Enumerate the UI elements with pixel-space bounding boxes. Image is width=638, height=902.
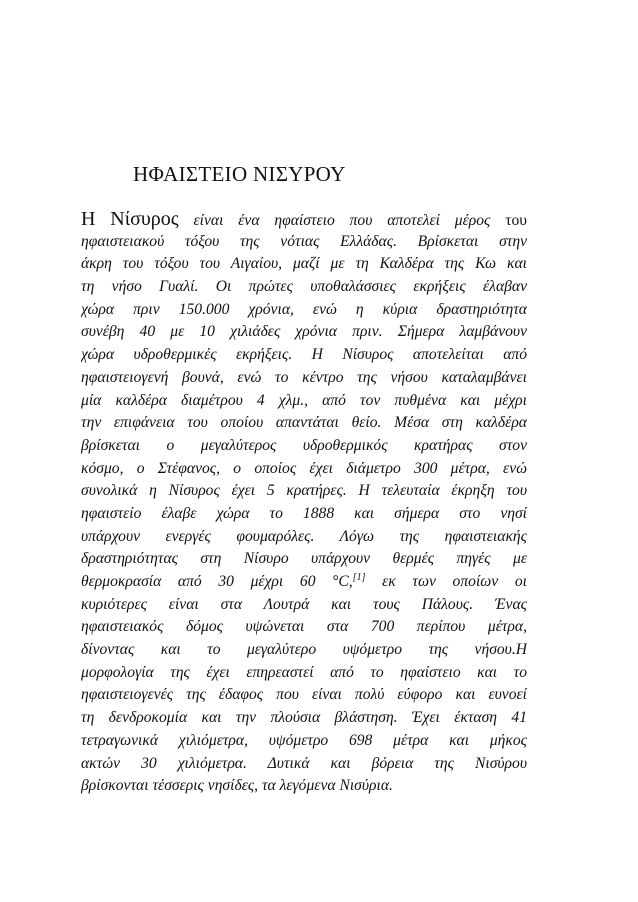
citation-link[interactable]: [1]: [352, 571, 366, 583]
paragraph-line: δραστηριότητας στη Νίσυρο υπάρχουν θερμές πηγές με: [81, 550, 527, 568]
paragraph-line: ηφαιστειογενή βουνά, ενώ το κέντρο της νήσου καταλαμβάνει: [81, 368, 527, 386]
paragraph-line: ηφαιστειακός δόμος υψώνεται στα 700 περίπου μέτρα,: [81, 618, 527, 636]
paragraph-line: τη νήσο Γυαλί. Οι πρώτες υποθαλάσσιες εκρήξεις έλαβαν: [81, 278, 527, 296]
document-title: ΗΦΑΙΣΤΕΙΟ ΝΙΣΥΡΟΥ: [133, 162, 346, 186]
paragraph-line: την επιφάνεια του οποίου απαντάται θείο. Μέσα στη καλδέρα: [81, 414, 527, 432]
line-end-word: του: [505, 212, 527, 229]
paragraph-line: συνέβη 40 με 10 χιλιάδες χρόνια πριν. Σήμερα λαμβάνουν: [81, 323, 527, 341]
paragraph-line: ηφαιστείο έλαβε χώρα το 1888 και σήμερα στο νησί: [81, 504, 527, 522]
paragraph-line: βρίσκονται τέσσερις νησίδες, τα λεγόμενα Νισύρια.: [81, 777, 393, 795]
paragraph-line: ηφαιστειογενές της έδαφος που είναι πολύ εύφορο και ευνοεί: [81, 686, 527, 704]
paragraph-line: κυριότερες είναι στα Λουτρά και τους Πάλους. Ένας: [81, 595, 527, 613]
paragraph-line: ηφαιστειακού τόξου της νότιας Ελλάδας. Βρίσκεται στην: [81, 232, 527, 250]
line-text: θερμοκρασία από 30 μέχρι 60 °C,: [81, 573, 353, 590]
paragraph-line: τη δενδροκομία και την πλούσια βλάστηση. Έχει έκταση 41: [81, 709, 527, 727]
paragraph-line: τετραγωνικά χιλιόμετρα, υψόμετρο 698 μέτρα και μήκος: [81, 731, 527, 749]
paragraph-line: [81, 208, 527, 231]
paragraph-line: συνολικά η Νίσυρος έχει 5 κρατήρες. Η τελευταία έκρηξη του: [81, 482, 527, 500]
paragraph-line: [81, 571, 527, 594]
paragraph-line: κόσμο, ο Στέφανος, ο οποίος έχει διάμετρο 300 μέτρα, ενώ: [81, 459, 527, 477]
paragraph-line: μορφολογία της έχει επηρεαστεί από το ηφαίστειο και το: [81, 663, 527, 681]
paragraph-line: χώρα υδροθερμικές εκρήξεις. Η Νίσυρος αποτελείται από: [81, 346, 527, 364]
article-word: Η: [81, 208, 96, 230]
line-text: είναι ένα ηφαίστειο που αποτελεί μέρος: [193, 212, 491, 229]
paragraph-line: βρίσκεται ο μεγαλύτερος υδροθερμικός κρατήρας στον: [81, 436, 527, 454]
line-text: εκ των οποίων οι: [365, 573, 527, 590]
paragraph-line: μία καλδέρα διαμέτρου 4 χλμ., από τον πυθμένα και μέχρι: [81, 391, 527, 409]
paragraph-line: υπάρχουν ενεργές φουμαρόλες. Λόγω της ηφαιστειακής: [81, 527, 527, 545]
island-name: Νίσυρος: [110, 208, 179, 230]
paragraph-line: ακτών 30 χιλιόμετρα. Δυτικά και βόρεια της Νισύρου: [81, 754, 527, 772]
paragraph-line: δίνοντας και το μεγαλύτερο υψόμετρο της νήσου.Η: [81, 641, 527, 659]
paragraph-line: άκρη του τόξου του Αιγαίου, μαζί με τη Καλδέρα της Κω και: [81, 255, 527, 273]
body-paragraph: [81, 208, 527, 798]
paragraph-line: χώρα πριν 150.000 χρόνια, ενώ η κύρια δραστηριότητα: [81, 300, 527, 318]
